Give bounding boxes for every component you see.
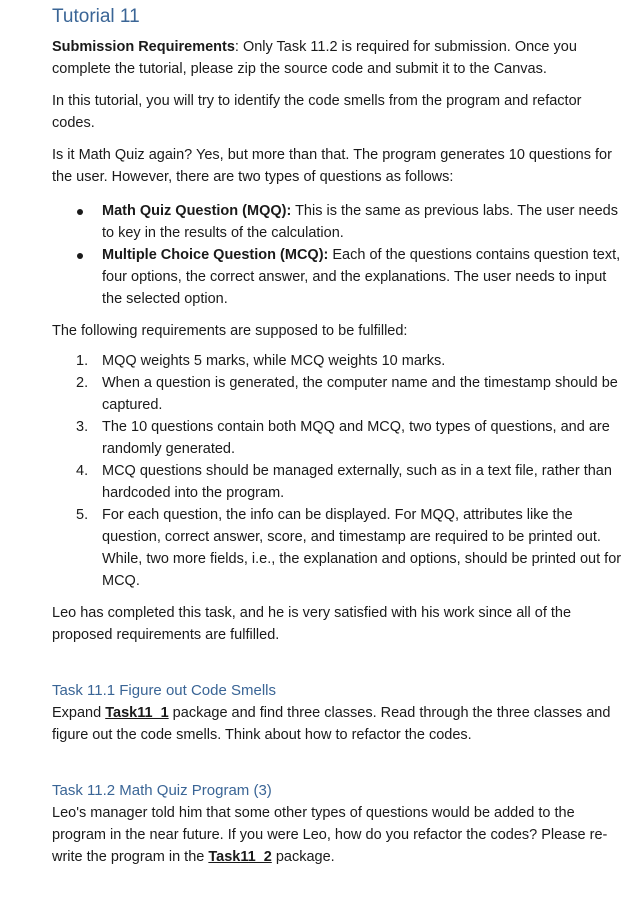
requirement-number: 1. — [76, 353, 89, 369]
question-type-label: Math Quiz Question (MQQ): — [102, 203, 292, 219]
task1-pre: Expand — [52, 705, 106, 721]
page-title: Tutorial 11 — [52, 6, 140, 27]
question-type-text: Each of the questions contains question text, four options, the correct answer, and the explanations. The user needs to input the selected option. — [102, 247, 621, 307]
question-types-list — [52, 200, 628, 310]
question-type-label: Multiple Choice Question (MCQ): — [102, 247, 329, 263]
task2-paragraph — [52, 802, 628, 868]
list-item — [74, 504, 628, 592]
task1-paragraph — [52, 702, 628, 746]
submission-requirements — [52, 36, 628, 80]
requirement-text: MCQ questions should be managed externally, such as in a text file, rather than hardcoded into the program. — [102, 463, 612, 501]
list-item — [74, 460, 628, 504]
conclusion-paragraph: Leo has completed this task, and he is very satisfied with his work since all of the proposed requirements are fulfilled. — [52, 605, 572, 643]
requirement-number: 4. — [76, 463, 89, 479]
requirement-number: 3. — [76, 419, 89, 435]
task2-package-name: Task11_2 — [208, 849, 272, 865]
requirement-text: For each question, the info can be displayed. For MQQ, attributes like the question, correct answer, score, and timestamp are required to be printed out. While, two more fields, i.e., the explanation and options, should be printed out for MCQ. — [102, 507, 622, 589]
requirement-text: When a question is generated, the computer name and the timestamp should be captured. — [102, 375, 618, 413]
task1-post: package and find three classes. Read through the three classes and figure out the code smells. Think about how to refactor the codes. — [52, 705, 611, 743]
list-item — [74, 350, 628, 372]
requirement-text: MQQ weights 5 marks, while MCQ weights 10 marks. — [102, 353, 446, 369]
task1-package-name: Task11_1 — [105, 705, 169, 721]
requirement-number: 5. — [76, 507, 89, 523]
task1-heading: Task 11.1 Figure out Code Smells — [52, 682, 276, 699]
requirement-number: 2. — [76, 375, 89, 391]
list-item — [74, 244, 628, 310]
list-item — [74, 372, 628, 416]
requirements-list — [52, 350, 628, 592]
task2-pre: Leo's manager told him that some other types of questions would be added to the program in the near future. If you were Leo, how do you refactor the codes? Please re-write the program in the — [52, 805, 608, 865]
task2-post: package. — [271, 849, 335, 865]
list-item — [74, 200, 628, 244]
requirements-intro: The following requirements are supposed to be fulfilled: — [52, 323, 408, 339]
requirement-text: The 10 questions contain both MQQ and MCQ, two types of questions, and are randomly generated. — [102, 419, 610, 457]
task2-heading: Task 11.2 Math Quiz Program (3) — [52, 782, 272, 799]
list-item — [74, 416, 628, 460]
description-paragraph: Is it Math Quiz again? Yes, but more than that. The program generates 10 questions for the user. However, there are two types of questions as follows: — [52, 147, 612, 185]
question-type-text: This is the same as previous labs. The user needs to key in the results of the calculation. — [102, 203, 618, 241]
submission-text: : Only Task 11.2 is required for submission. Once you complete the tutorial, please zip the source code and submit it to the Canvas. — [52, 39, 577, 77]
intro-paragraph: In this tutorial, you will try to identify the code smells from the program and refactor codes. — [52, 93, 582, 131]
submission-label: Submission Requirements — [52, 39, 235, 55]
